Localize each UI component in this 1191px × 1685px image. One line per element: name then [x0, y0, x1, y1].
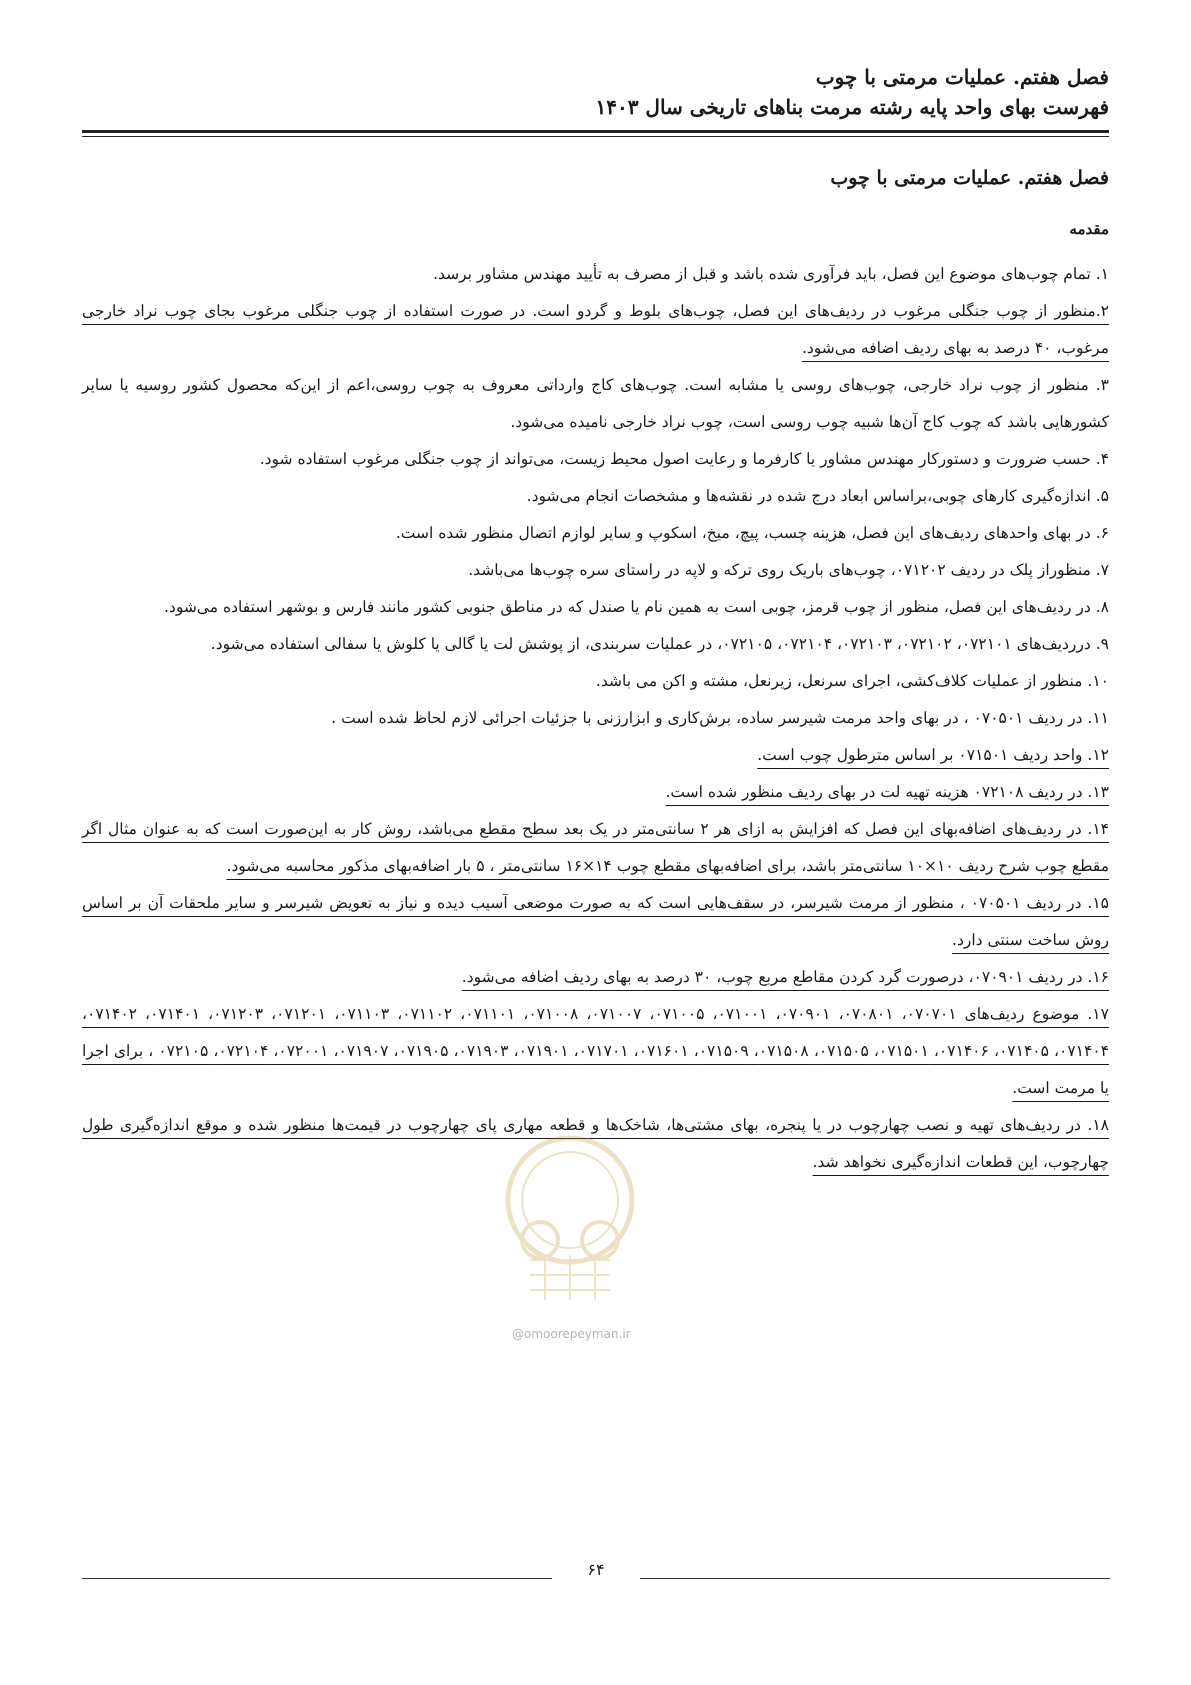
list-item: ۱۱. در ردیف ۰۷۰۵۰۱ ، در بهای واحد مرمت شیرسر ساده، برش‌کاری و ابزارزنی با جزئیات اجرائی لازم لحاظ شده است . — [331, 709, 1109, 727]
list-item: ۶. در بهای واحدهای ردیف‌های این فصل، هزینه چسب، پیچ، میخ، اسکوپ و سایر لوازم اتصال منظور شده است. — [395, 524, 1109, 542]
list-item: ۱۸. در ردیف‌های تهیه و نصب چهارچوب در یا پنجره، بهای مشتی‌ها، شاخک‌ها و قطعه مهاری پای چهارچوب در قیمت‌ها منظور شده و موقع اندازه‌گیری طول چهارچوب، این قطعات اندازه‌گیری نخواهد شد. — [82, 1116, 1109, 1171]
list-item: ۵. اندازه‌گیری کارهای چوبی،براساس ابعاد درج شده در نقشه‌ها و مشخصات انجام می‌شود. — [526, 487, 1109, 505]
list-item: ۷. منظوراز پلک در ردیف ۰۷۱۲۰۲، چوب‌های باریک روی ترکه و لاپه در راستای سره چوب‌ها می‌باشد. — [468, 561, 1109, 579]
list-item: ۴. حسب ضرورت و دستورکار مهندس مشاور یا کارفرما و رعایت اصول محیط زیست، می‌تواند از چوب جنگلی مرغوب استفاده شود. — [259, 450, 1109, 468]
list-item: ۱۰. منظور از عملیات کلاف‌کشی، اجرای سرنعل، زیرنعل، مشته و اکن می باشد. — [595, 672, 1109, 690]
chapter-title: فصل هفتم. عملیات مرمتی با چوب — [830, 167, 1109, 189]
header-document-title: فهرست بهای واحد پایه رشته مرمت بناهای تاریخی سال ۱۴۰۳ — [595, 95, 1109, 119]
list-item: ۱. تمام چوب‌های موضوع این فصل، باید فرآوری شده باشد و قبل از مصرف به تأیید مهندس مشاور برسد. — [433, 265, 1109, 283]
footer-rule-left — [82, 1578, 552, 1579]
list-item: ۱۶. در ردیف ۰۷۰۹۰۱، درصورت گرد کردن مقاطع مربع چوب، ۳۰ درصد به بهای ردیف اضافه می‌شود. — [461, 968, 1109, 986]
list-item: ۱۷. موضوع ردیف‌های ۰۷۰۷۰۱، ۰۷۰۸۰۱، ۰۷۰۹۰۱، ۰۷۱۰۰۱، ۰۷۱۰۰۵، ۰۷۱۰۰۷، ۰۷۱۰۰۸، ۰۷۱۱۰۱، ۰۷۱۱۰۲، ۰۷۱۱۰۳، ۰۷۱۲۰۱، ۰۷۱۲۰۳، ۰۷۱۴۰۱، ۰۷۱۴۰۲، ۰۷۱۴۰۴، ۰۷۱۴۰۵، ۰۷۱۴۰۶، ۰۷۱۵۰۱، ۰۷۱۵۰۵، ۰۷۱۵۰۸، ۰۷۱۵۰۹، ۰۷۱۶۰۱، ۰۷۱۷۰۱، ۰۷۱۹۰۱، ۰۷۱۹۰۳، ۰۷۱۹۰۵، ۰۷۱۹۰۷، ۰۷۲۰۰۱، ۰۷۲۱۰۴، ۰۷۲۱۰۵ ، برای اجرا یا مرمت است. — [82, 1005, 1109, 1097]
list-item: ۹. درردیف‌های ۰۷۲۱۰۱، ۰۷۲۱۰۲، ۰۷۲۱۰۳، ۰۷۲۱۰۴، ۰۷۲۱۰۵، در عملیات سربندی، از پوشش لت یا گالی یا کلوش یا سفالی استفاده می‌شود. — [210, 635, 1109, 653]
header-rule-thin — [82, 136, 1109, 137]
list-item: ۱۳. در ردیف ۰۷۲۱۰۸ هزینه تهیه لت در بهای ردیف منظور شده است. — [665, 783, 1109, 801]
footer-rule-right — [640, 1578, 1110, 1579]
list-item: ۳. منظور از چوب نراد خارجی، چوب‌های روسی یا مشابه است. چوب‌های کاج وارداتی معروف به چوب روسی،اعم از این‌که محصول کشور روسیه یا سایر کشورهایی باشد که چوب کاج آن‌ها شبیه چوب روسی است، چوب نراد خارجی نامیده می‌شود. — [82, 376, 1109, 431]
list-item: ۱۲. واحد ردیف ۰۷۱۵۰۱ بر اساس مترطول چوب است. — [757, 746, 1109, 764]
running-header — [79, 62, 1109, 122]
watermark-site: @omoorepeyman.ir — [512, 1327, 631, 1341]
section-heading: مقدمه — [1069, 220, 1109, 238]
page-body — [82, 162, 1109, 1181]
list-item: ۱۴. در ردیف‌های اضافه‌بهای این فصل که افزایش به ازای هر ۲ سانتی‌متر در یک بعد سطح مقطع می‌باشد، روش کار به این‌صورت است که به عنوان مثال اگر مقطع چوب شرح ردیف ۱۰×۱۰ سانتی‌متر باشد، برای اضافه‌بهای مقطع چوب ۱۴×۱۶ سانتی‌متر ، ۵ بار اضافه‌بهای مذکور محاسبه می‌شود. — [82, 820, 1109, 875]
list-item: ۸. در ردیف‌های این فصل، منظور از چوب قرمز، چوبی است به همین نام یا صندل که در مناطق جنوبی کشور مانند فارس و بوشهر استفاده می‌شود. — [163, 598, 1109, 616]
header-rule-thick — [82, 130, 1109, 133]
list-item: ۲.منظور از چوب جنگلی مرغوب در ردیف‌های این فصل، چوب‌های بلوط و گردو است. در صورت استفاده از چوب جنگلی مرغوب بجای چوب نراد خارجی مرغوب، ۴۰ درصد به بهای ردیف اضافه می‌شود. — [82, 302, 1109, 357]
watermark-logo — [495, 1130, 645, 1305]
list-item: ۱۵. در ردیف ۰۷۰۵۰۱ ، منظور از مرمت شیرسر، در سقف‌هایی است که به صورت موضعی آسیب دیده و نیاز به تعویض شیرسر و سایر ملحقات آن بر اساس روش ساخت سنتی دارد. — [82, 894, 1109, 949]
page-number: ۶۴ — [587, 1560, 605, 1579]
header-chapter-title: فصل هفتم. عملیات مرمتی با چوب — [815, 65, 1109, 89]
